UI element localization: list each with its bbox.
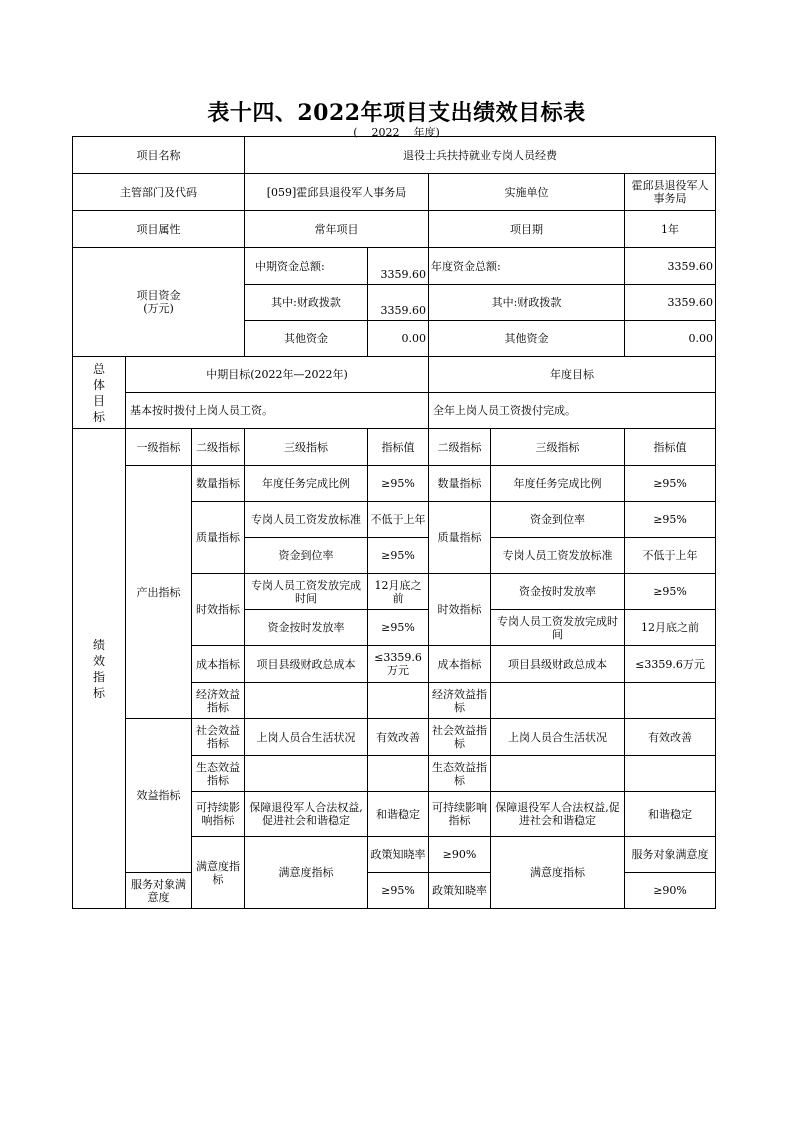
mid-quality-label: 质量指标: [192, 502, 245, 574]
subtitle-open: (: [353, 126, 358, 139]
mid-goal-header: 中期目标(2022年—2022年): [126, 357, 429, 393]
row-attribute: [73, 211, 716, 248]
year-quality-value-1: ≥95%: [625, 502, 716, 538]
mid-quality-value-2: ≥95%: [368, 538, 429, 574]
year-quality-name-2: 专岗人员工资发放标准: [491, 538, 625, 574]
mid-time-value-2: ≥95%: [368, 610, 429, 646]
mid-social-label: 社会效益指标: [192, 719, 245, 756]
implementer-value: 霍邱县退役军人事务局: [625, 174, 716, 211]
row-goals-header: [73, 357, 716, 393]
year-goal-text: 全年上岗人员工资拨付完成。: [429, 393, 716, 429]
header-value-year: 指标值: [625, 429, 716, 466]
row-quantity: [73, 466, 716, 502]
year-quantity-label: 数量指标: [429, 466, 491, 502]
mid-ecological-value: [368, 756, 429, 792]
header-level1: 一级指标: [126, 429, 192, 466]
row-social: [73, 719, 716, 756]
mid-quantity-name: 年度任务完成比例: [245, 466, 368, 502]
satisfaction-indicator-label: 满意度指标: [192, 837, 245, 909]
department-value: [059]霍邱县退役军人事务局: [245, 174, 429, 211]
year-ecological-value: [625, 756, 716, 792]
perf-label: [73, 429, 126, 909]
mid-satisfaction-value-2: ≥95%: [368, 873, 429, 909]
mid-economic-value: [368, 683, 429, 719]
mid-time-name-1: 专岗人员工资发放完成时间: [245, 574, 368, 610]
overall-goal-label: [73, 357, 126, 429]
funds-label-line2: (万元): [143, 302, 174, 315]
attribute-label: 项目属性: [73, 211, 245, 248]
performance-target-table: [72, 136, 716, 909]
mid-quality-name-1: 专岗人员工资发放标准: [245, 502, 368, 538]
year-quality-label: 质量指标: [429, 502, 491, 574]
mid-time-label: 时效指标: [192, 574, 245, 646]
mid-other-label: 其他资金: [245, 321, 368, 357]
mid-time-name-2: 资金按时发放率: [245, 610, 368, 646]
header-level3-year: 三级指标: [491, 429, 625, 466]
year-other-value: 0.00: [625, 321, 716, 357]
row-funds-total: [73, 248, 716, 285]
period-label: 项目期: [429, 211, 625, 248]
mid-quantity-value: ≥95%: [368, 466, 429, 502]
year-ecological-label: 生态效益指标: [429, 756, 491, 792]
year-cost-label: 成本指标: [429, 646, 491, 683]
mid-quality-value-1: 不低于上年: [368, 502, 429, 538]
mid-other-value: 0.00: [368, 321, 429, 357]
mid-sustainable-value: 和谐稳定: [368, 792, 429, 837]
perf-label-text: 绩效指标: [92, 637, 105, 700]
mid-cost-value: ≤3359.6万元: [368, 646, 429, 683]
mid-ecological-label: 生态效益指标: [192, 756, 245, 792]
year-economic-name: [491, 683, 625, 719]
year-fiscal-value: 3359.60: [625, 285, 716, 321]
output-indicator-label: 产出指标: [126, 466, 192, 719]
year-satisfaction-name-1: 服务对象满意度: [625, 837, 716, 873]
year-other-label: 其他资金: [429, 321, 625, 357]
implementer-label: 实施单位: [429, 174, 625, 211]
year-time-name-2: 专岗人员工资发放完成时间: [491, 610, 625, 646]
year-time-name-1: 资金按时发放率: [491, 574, 625, 610]
subtitle-suffix: 年度): [413, 126, 440, 139]
year-satisfaction-label: 满意度指标: [491, 837, 625, 909]
year-quantity-name: 年度任务完成比例: [491, 466, 625, 502]
row-project-name: [73, 137, 716, 174]
mid-sustainable-label: 可持续影响指标: [192, 792, 245, 837]
mid-fiscal-label: 其中:财政拨款: [245, 285, 368, 321]
mid-quality-name-2: 资金到位率: [245, 538, 368, 574]
year-satisfaction-name-2: 政策知晓率: [429, 873, 491, 909]
mid-ecological-name: [245, 756, 368, 792]
year-sustainable-name: 保障退役军人合法权益,促进社会和谐稳定: [491, 792, 625, 837]
year-social-value: 有效改善: [625, 719, 716, 756]
benefit-indicator-label: 效益指标: [126, 719, 192, 873]
mid-quantity-label: 数量指标: [192, 466, 245, 502]
row-department: [73, 174, 716, 211]
mid-social-name: 上岗人员合生活状况: [245, 719, 368, 756]
row-perf-header: [73, 429, 716, 466]
mid-total-label: 中期资金总额:: [245, 248, 368, 285]
project-name-label: 项目名称: [73, 137, 245, 174]
attribute-value: 常年项目: [245, 211, 429, 248]
year-social-name: 上岗人员合生活状况: [491, 719, 625, 756]
year-sustainable-value: 和谐稳定: [625, 792, 716, 837]
mid-cost-name: 项目县级财政总成本: [245, 646, 368, 683]
year-quality-name-1: 资金到位率: [491, 502, 625, 538]
year-satisfaction-value-2: ≥90%: [625, 873, 716, 909]
mid-economic-name: [245, 683, 368, 719]
year-time-value-1: ≥95%: [625, 574, 716, 610]
funds-label: [73, 248, 245, 357]
mid-cost-label: 成本指标: [192, 646, 245, 683]
mid-time-value-1: 12月底之前: [368, 574, 429, 610]
mid-economic-label: 经济效益指标: [192, 683, 245, 719]
header-level3-mid: 三级指标: [245, 429, 368, 466]
subtitle-year: 2022: [371, 126, 400, 139]
year-ecological-name: [491, 756, 625, 792]
mid-satisfaction-name-1: 政策知晓率: [368, 837, 429, 873]
year-goal-header: 年度目标: [429, 357, 716, 393]
overall-goal-text: 总体目标: [92, 361, 105, 424]
row-goals-content: [73, 393, 716, 429]
year-economic-label: 经济效益指标: [429, 683, 491, 719]
mid-fiscal-value: 3359.60: [368, 285, 429, 321]
mid-satisfaction-name-2: 服务对象满意度: [126, 873, 192, 909]
year-quantity-value: ≥95%: [625, 466, 716, 502]
header-level2-mid: 二级指标: [192, 429, 245, 466]
department-label: 主管部门及代码: [73, 174, 245, 211]
year-total-value: 3359.60: [625, 248, 716, 285]
year-time-value-2: 12月底之前: [625, 610, 716, 646]
header-level2-year: 二级指标: [429, 429, 491, 466]
mid-satisfaction-label: 满意度指标: [245, 837, 368, 909]
period-value: 1年: [625, 211, 716, 248]
project-name-value: 退役士兵扶持就业专岗人员经费: [245, 137, 716, 174]
page-title: 表十四、2022年项目支出绩效目标表: [207, 100, 586, 126]
mid-social-value: 有效改善: [368, 719, 429, 756]
year-sustainable-label: 可持续影响指标: [429, 792, 491, 837]
mid-goal-text: 基本按时拨付上岗人员工资。: [126, 393, 429, 429]
year-economic-value: [625, 683, 716, 719]
mid-satisfaction-value-1: ≥90%: [429, 837, 491, 873]
year-time-label: 时效指标: [429, 574, 491, 646]
year-total-label: 年度资金总额:: [429, 248, 625, 285]
year-social-label: 社会效益指标: [429, 719, 491, 756]
year-fiscal-label: 其中:财政拨款: [429, 285, 625, 321]
year-quality-value-2: 不低于上年: [625, 538, 716, 574]
mid-sustainable-name: 保障退役军人合法权益,促进社会和谐稳定: [245, 792, 368, 837]
mid-total-value: 3359.60: [368, 248, 429, 285]
year-cost-name: 项目县级财政总成本: [491, 646, 625, 683]
year-cost-value: ≤3359.6万元: [625, 646, 716, 683]
funds-label-line1: 项目资金: [136, 289, 181, 302]
header-value-mid: 指标值: [368, 429, 429, 466]
